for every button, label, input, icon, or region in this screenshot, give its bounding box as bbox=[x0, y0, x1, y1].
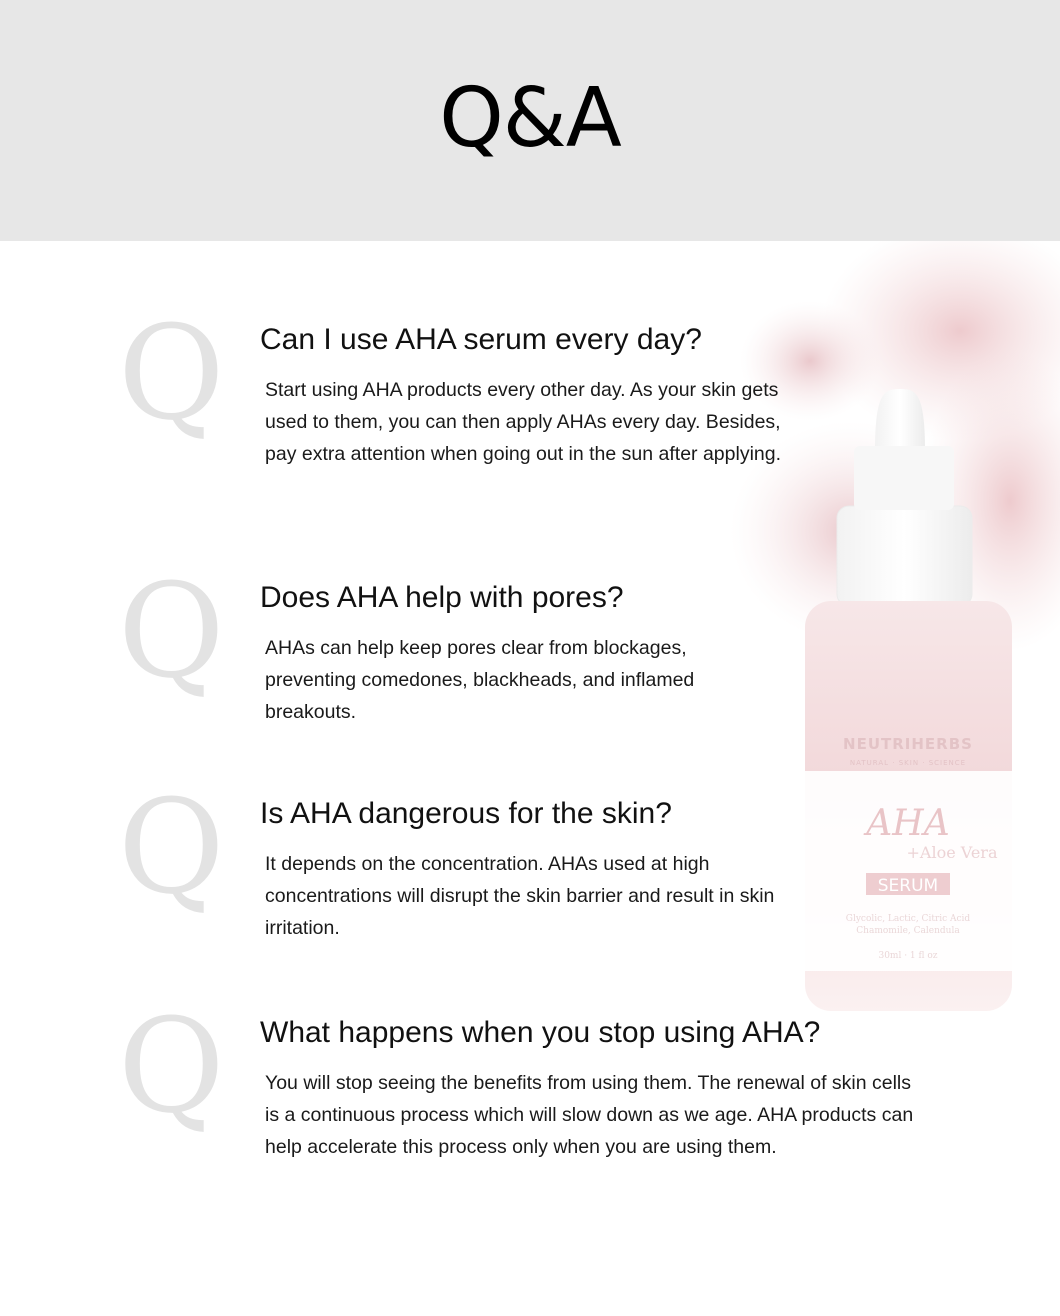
q-mark: Q bbox=[118, 555, 225, 707]
product-subname: +Aloe Vera bbox=[906, 843, 998, 862]
question-title: What happens when you stop using AHA? bbox=[260, 1016, 821, 1049]
product-brand: NEUTRIHERBS bbox=[843, 735, 973, 753]
answer-text: AHAs can help keep pores clear from blockages, preventing comedones, blackheads, and inflamed breakouts. bbox=[265, 637, 695, 723]
page-title: Q&A bbox=[439, 71, 621, 166]
answer-text: Start using AHA products every other day. As your skin gets used to them, you can then apply AHAs every day. Besides, pay extra attention when going out in the sun after applying. bbox=[265, 379, 782, 465]
product-volume: 30ml · 1 fl oz bbox=[878, 951, 938, 961]
product-type-label: SERUM bbox=[877, 876, 939, 896]
question-title: Can I use AHA serum every day? bbox=[260, 323, 702, 356]
answer-text: You will stop seeing the benefits from using them. The renewal of skin cells is a continuous process which will slow down as we age. AHA products can help accelerate this process only when you are using them. bbox=[265, 1072, 914, 1158]
question-title: Is AHA dangerous for the skin? bbox=[260, 797, 672, 830]
q-mark: Q bbox=[118, 771, 225, 923]
header-banner bbox=[0, 0, 1060, 241]
q-mark: Q bbox=[118, 990, 225, 1142]
product-tagline: NATURAL · SKIN · SCIENCE bbox=[849, 759, 967, 767]
product-ingredients-1: Glycolic, Lactic, Citric Acid bbox=[845, 914, 971, 924]
q-mark: Q bbox=[118, 297, 225, 449]
product-name: AHA bbox=[866, 803, 950, 844]
question-title: Does AHA help with pores? bbox=[260, 581, 624, 614]
product-ingredients-2: Chamomile, Calendula bbox=[856, 926, 960, 936]
answer-text: It depends on the concentration. AHAs used at high concentrations will disrupt the skin barrier and result in skin irritation. bbox=[265, 853, 775, 939]
